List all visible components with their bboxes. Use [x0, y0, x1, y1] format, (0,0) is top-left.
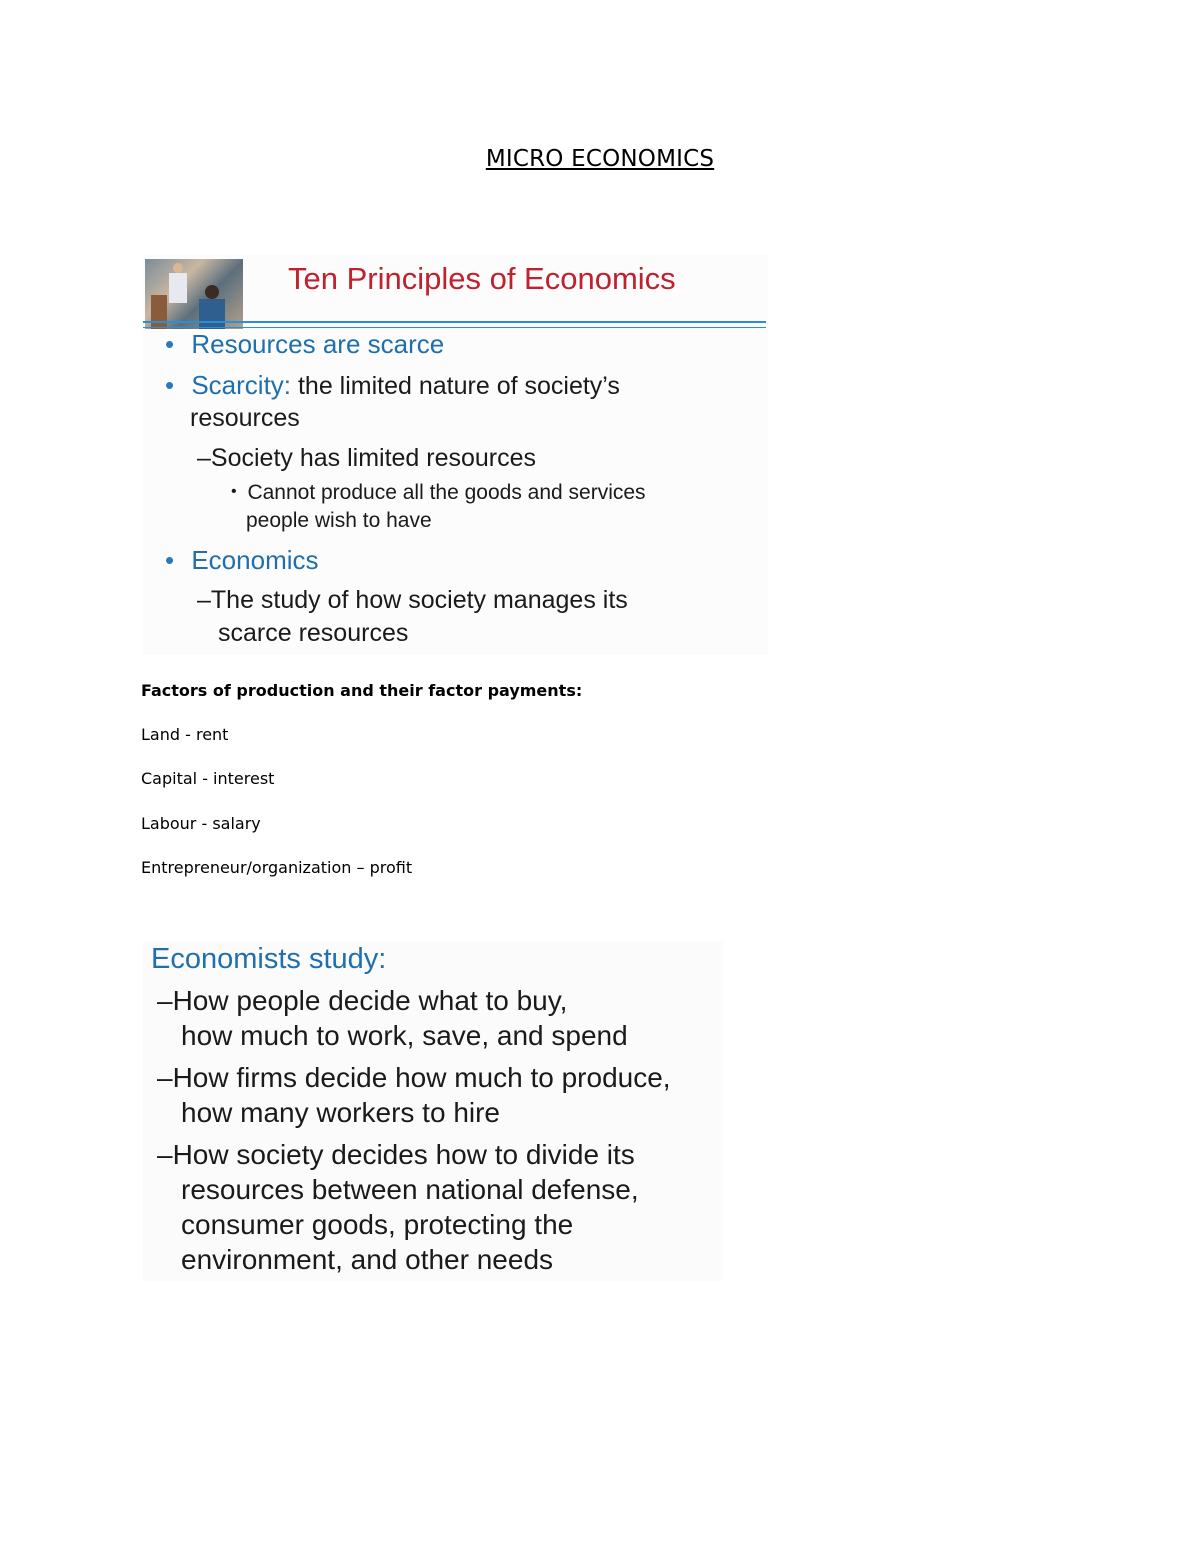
study-item-firms: –How firms decide how much to produce, — [157, 1062, 671, 1093]
sub-society-limited: –Society has limited resources — [197, 444, 537, 472]
study-item-people: –How people decide what to buy, — [157, 985, 568, 1016]
cannot-produce-cont: people wish to have — [246, 509, 432, 532]
document-title: MICRO ECONOMICS — [485, 146, 715, 172]
bullet-icon: • — [231, 483, 237, 500]
study-item-society-cont-2: consumer goods, protecting the — [181, 1209, 574, 1240]
dash-icon: – — [197, 444, 211, 472]
classroom-photo — [145, 259, 243, 329]
study-item-people-cont: how much to work, save, and spend — [181, 1020, 628, 1051]
factor-labour: Labour - salary — [141, 814, 261, 833]
dash-icon: – — [157, 1139, 173, 1170]
bullet-icon: • — [165, 370, 175, 400]
factor-capital: Capital - interest — [141, 769, 275, 788]
slide-title: Ten Principles of Economics — [288, 261, 676, 296]
ten-principles-slide — [143, 255, 768, 655]
factors-heading: Factors of production and their factor payments: — [141, 681, 583, 700]
bullet-resources-scarce: • Resources are scarce — [165, 329, 445, 359]
subsub-cannot-produce: • Cannot produce all the goods and services — [231, 481, 646, 504]
scarcity-definition-cont: resources — [190, 404, 300, 432]
slide-title: Economists study: — [151, 943, 387, 975]
study-item-society-cont-1: resources between national defense, — [181, 1174, 639, 1205]
bullet-icon: • — [165, 545, 175, 575]
title-divider — [143, 321, 766, 328]
bullet-icon: • — [165, 329, 175, 359]
dash-icon: – — [157, 1062, 173, 1093]
dash-icon: – — [157, 985, 173, 1016]
economists-study-slide — [143, 941, 723, 1281]
factor-land: Land - rent — [141, 725, 229, 744]
bullet-economics: • Economics — [165, 545, 319, 575]
sub-economics-definition: –The study of how society manages its — [197, 586, 628, 614]
factor-entrepreneur: Entrepreneur/organization – profit — [141, 858, 413, 877]
study-item-society: –How society decides how to divide its — [157, 1139, 635, 1170]
study-item-society-cont-3: environment, and other needs — [181, 1244, 554, 1275]
dash-icon: – — [197, 586, 211, 614]
study-item-firms-cont: how many workers to hire — [181, 1097, 501, 1128]
bullet-scarcity: • Scarcity: the limited nature of society’s — [165, 370, 620, 400]
economics-definition-cont: scarce resources — [218, 619, 409, 647]
